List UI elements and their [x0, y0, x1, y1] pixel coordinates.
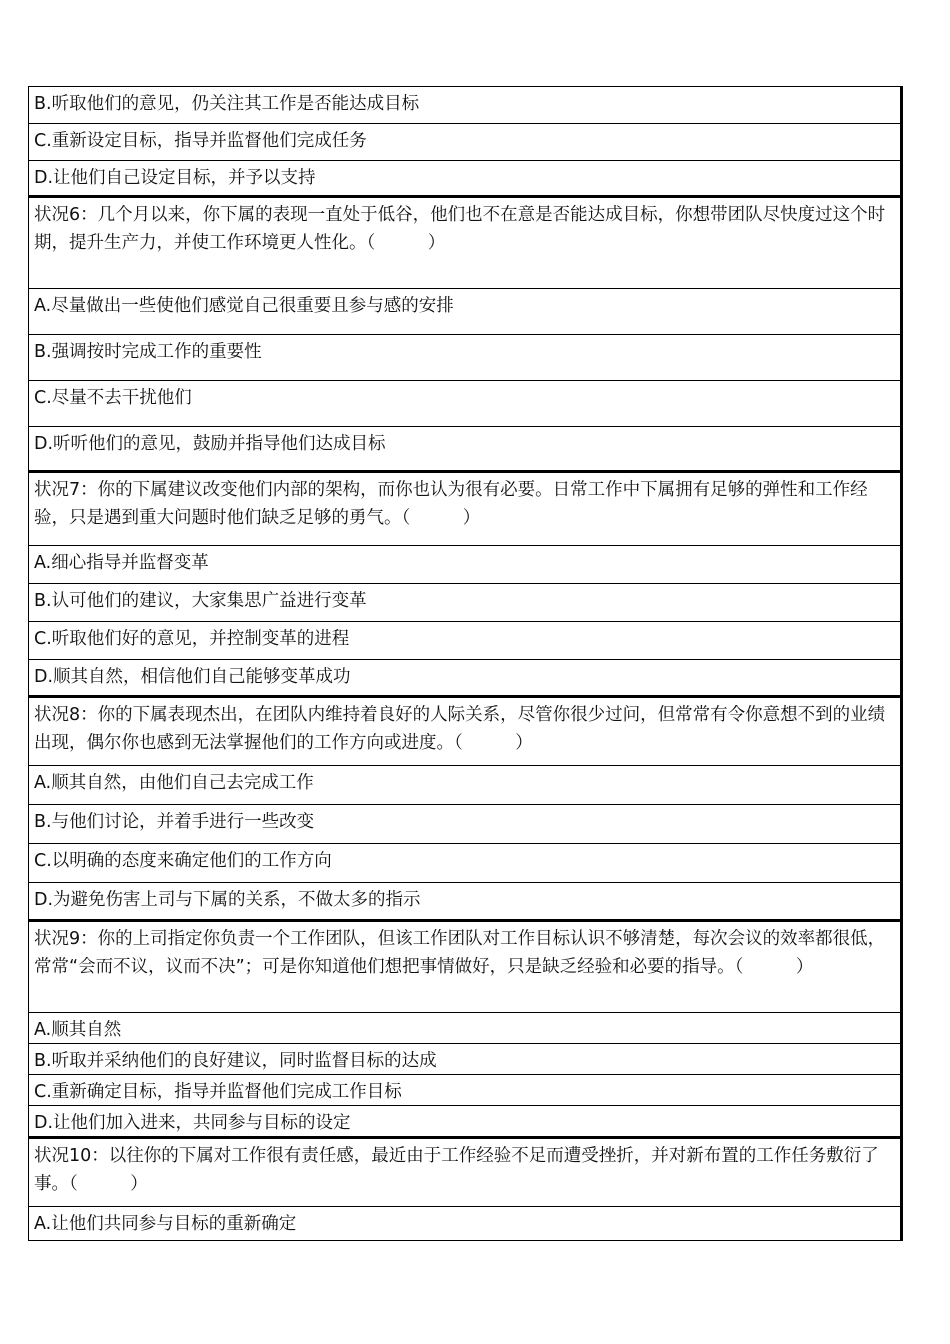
option-row: C.听取他们好的意见，并控制变革的进程 [29, 622, 900, 660]
option-row: D.为避免伤害上司与下属的关系，不做太多的指示 [29, 883, 900, 922]
question-row: 状况10：以往你的下属对工作很有责任感，最近由于工作经验不足而遭受挫折，并对新布置的工作任务敷衍了事。（ ） [29, 1139, 900, 1207]
question-row: 状况6：几个月以来，你下属的表现一直处于低谷，他们也不在意是否能达成目标，你想带团队尽快度过这个时期，提升生产力，并使工作环境更人性化。（ ） [29, 198, 900, 289]
option-row: A.顺其自然 [29, 1013, 900, 1044]
option-row: A.细心指导并监督变革 [29, 546, 900, 584]
option-row: C.重新确定目标，指导并监督他们完成工作目标 [29, 1075, 900, 1106]
option-row: B.与他们讨论，并着手进行一些改变 [29, 805, 900, 844]
option-row: C.重新设定目标，指导并监督他们完成任务 [29, 124, 900, 161]
option-row: C.尽量不去干扰他们 [29, 381, 900, 427]
questionnaire-table [28, 86, 903, 1241]
question-row: 状况8：你的下属表现杰出，在团队内维持着良好的人际关系，尽管你很少过问，但常常有令你意想不到的业绩出现，偶尔你也感到无法掌握他们的工作方向或进度。（ ） [29, 698, 900, 766]
option-row: B.听取并采纳他们的良好建议，同时监督目标的达成 [29, 1044, 900, 1075]
option-row: C.以明确的态度来确定他们的工作方向 [29, 844, 900, 883]
option-row: D.听听他们的意见，鼓励并指导他们达成目标 [29, 427, 900, 473]
option-row: D.让他们加入进来，共同参与目标的设定 [29, 1106, 900, 1139]
option-row: B.听取他们的意见，仍关注其工作是否能达成目标 [29, 86, 900, 124]
option-row: A.尽量做出一些使他们感觉自己很重要且参与感的安排 [29, 289, 900, 335]
question-row: 状况9：你的上司指定你负责一个工作团队，但该工作团队对工作目标认识不够清楚，每次会议的效率都很低，常常“会而不议，议而不决”；可是你知道他们想把事情做好，只是缺乏经验和必要的指导。（ ） [29, 922, 900, 1013]
question-row: 状况7：你的下属建议改变他们内部的架构，而你也认为很有必要。日常工作中下属拥有足够的弹性和工作经验，只是遇到重大问题时他们缺乏足够的勇气。（ ） [29, 473, 900, 546]
option-row: D.让他们自己设定目标，并予以支持 [29, 161, 900, 198]
option-row: B.强调按时完成工作的重要性 [29, 335, 900, 381]
option-row: A.让他们共同参与目标的重新确定 [29, 1207, 900, 1241]
option-row: A.顺其自然，由他们自己去完成工作 [29, 766, 900, 805]
option-row: B.认可他们的建议，大家集思广益进行变革 [29, 584, 900, 622]
option-row: D.顺其自然，相信他们自己能够变革成功 [29, 660, 900, 698]
